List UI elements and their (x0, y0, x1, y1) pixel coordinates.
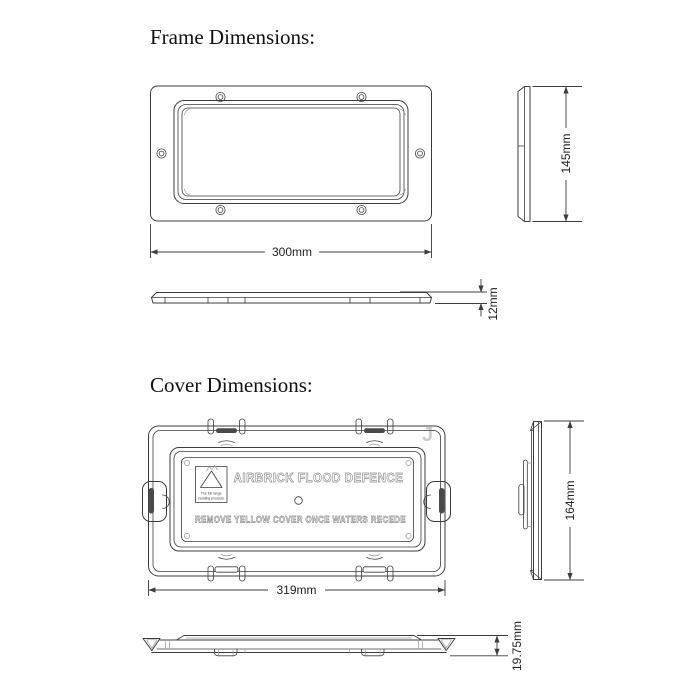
clip-connectors (527, 463, 531, 527)
dimension-cover-thickness (417, 621, 524, 671)
top-clip (208, 419, 245, 446)
mountain-icon (201, 471, 223, 488)
extension-lines (533, 87, 583, 222)
frame-opening (182, 108, 400, 196)
frame-side-view (518, 87, 582, 222)
arrow-left-icon (149, 587, 156, 592)
corner-boss-icon (184, 533, 189, 538)
clip-slot (363, 567, 386, 572)
screw-hole-icon (216, 205, 225, 214)
screw-hole-icon (157, 149, 166, 158)
corner-boss-icon (406, 533, 411, 538)
arrow-right-icon (438, 587, 445, 592)
frame-width-label: 300mm (271, 245, 313, 259)
watermark-text: J (422, 424, 434, 446)
clip-slot (439, 488, 444, 514)
recess-corner-fillets (185, 109, 406, 195)
brand-logo (196, 466, 228, 503)
top-clip-wedge (531, 422, 542, 431)
cover-thickness-label: 19.75mm (510, 620, 524, 672)
arrow-up-icon (563, 87, 568, 94)
corner-boss-icon (184, 460, 189, 465)
dimension-frame-height (533, 87, 583, 222)
cover-side-body (534, 422, 542, 580)
top-clip (356, 419, 393, 446)
frame-front-view (151, 86, 432, 259)
cover-front-view (143, 419, 451, 597)
logo-text-line1: The full range (200, 491, 222, 496)
cover-warning-text: REMOVE YELLOW COVER ONCE WATERS RECEDE (195, 514, 406, 526)
corner-boss-icon (406, 460, 411, 465)
cover-title-text: AIRBRICK FLOOD DEFENCE (233, 470, 404, 485)
frame-recess-outer (174, 101, 408, 204)
arrow-up-icon (494, 636, 499, 643)
arrow-down-icon (567, 573, 572, 580)
bottom-clip (208, 555, 245, 582)
frame-recess-mid (178, 105, 404, 200)
arrow-right-icon (425, 249, 432, 254)
arrow-down-icon (494, 649, 499, 656)
arrow-up-icon (567, 421, 572, 428)
right-clip (424, 482, 451, 522)
center-hole-icon (295, 497, 303, 505)
dimension-cover-height (544, 421, 584, 580)
frame-thickness-label: 12mm (486, 287, 500, 321)
bottom-clip (356, 555, 393, 582)
dimension-frame-width (151, 224, 432, 259)
clip-slot (149, 488, 154, 514)
arrow-down-icon (563, 215, 568, 222)
frame-edge-view (152, 279, 501, 321)
screw-hole-icon (415, 149, 424, 158)
cover-edge-view (143, 621, 524, 671)
clip-slot (215, 567, 238, 572)
frame-outer-edge (151, 86, 432, 221)
arrow-down-icon (478, 286, 483, 293)
arrow-up-icon (478, 303, 483, 310)
frame-section-heading: Frame Dimensions: (150, 25, 316, 49)
screw-hole-icon (357, 205, 366, 214)
left-clip (143, 482, 170, 522)
cover-height-label: 164mm (563, 480, 577, 521)
frame-height-label: 145mm (559, 133, 573, 174)
edge-detail-ticks (165, 298, 420, 304)
bottom-clip-wedge (531, 571, 542, 580)
frame-side-profile (518, 87, 530, 222)
clip-slot (216, 428, 237, 433)
profile-detail-lines (518, 87, 525, 222)
cover-side-view (519, 421, 584, 580)
clip-slot (364, 428, 385, 433)
dimension-cover-width (149, 580, 446, 597)
arrow-left-icon (151, 249, 158, 254)
cover-section-heading: Cover Dimensions: (150, 373, 313, 397)
logo-text-line2: building products (198, 496, 225, 501)
dimension-frame-thickness (400, 279, 500, 321)
cover-frame-outer (149, 426, 446, 576)
edge-body-lines (152, 640, 446, 653)
cover-width-label: 319mm (276, 583, 317, 597)
side-detail-lines (532, 422, 539, 580)
